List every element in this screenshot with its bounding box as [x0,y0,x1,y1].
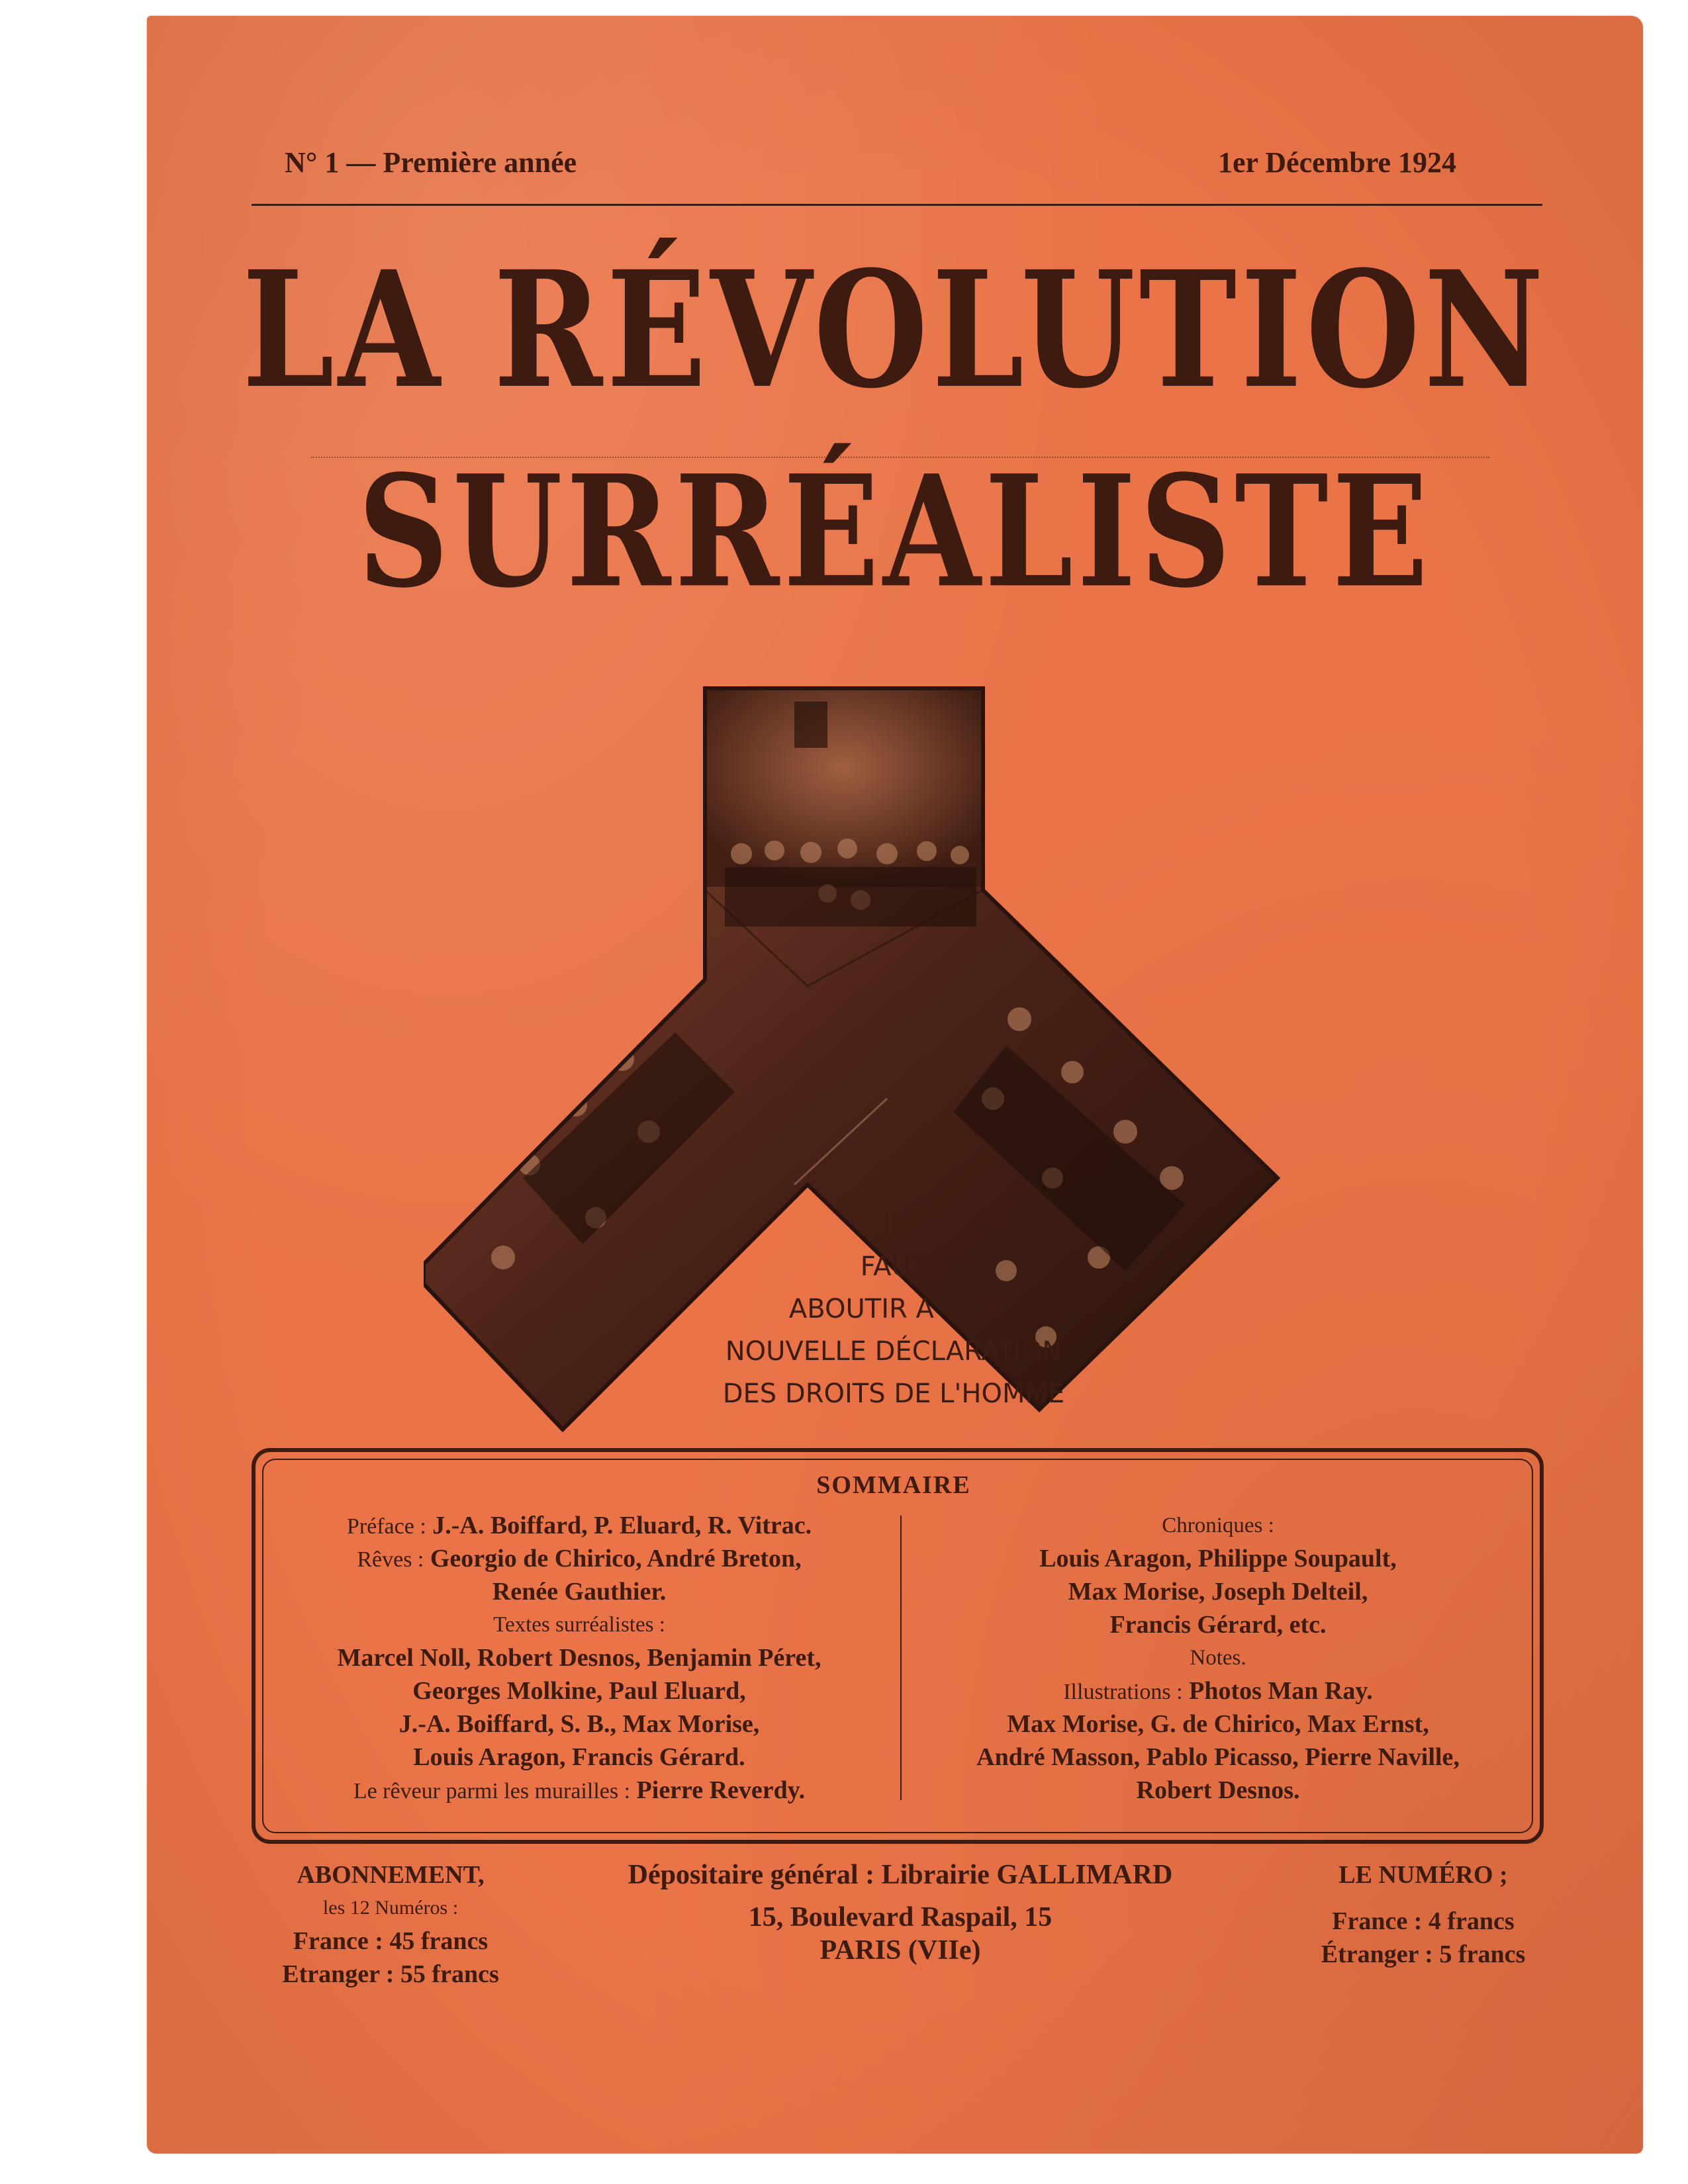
contents-right-column [907,1509,1529,1807]
slogan [662,1203,1125,1415]
issue-number: N° 1 — Première année [285,146,577,179]
slogan-line: FAUT [860,1251,927,1282]
contents-entry: Robert Desnos. [1136,1776,1300,1804]
subscription-heading: ABONNEMENT, [297,1861,485,1889]
contents-entry: Louis Aragon, Francis Gérard. [413,1743,745,1771]
slogan-line: ABOUTIR A UNE [788,1294,999,1324]
contents-entry: Renée Gauthier. [492,1578,667,1606]
title-line-2: SURRÉALISTE [357,441,1432,622]
distributor-line: Dépositaire général : Librairie GALLIMARD [628,1860,1173,1890]
title-line-1: LA RÉVOLUTION [242,236,1548,424]
contents-entry: Chroniques : [1162,1514,1274,1537]
single-issue-price [1278,1858,1569,1971]
contents-entry: Le rêveur parmi les murailles : Pierre Reverdy. [353,1776,806,1804]
contents-entry: Notes. [1190,1646,1246,1670]
contents-entry: Georges Molkine, Paul Eluard, [412,1677,746,1705]
contents-entry: Textes surréalistes : [493,1613,665,1637]
contents-entry: Marcel Noll, Robert Desnos, Benjamin Péret, [337,1644,821,1672]
issue-date: 1er Décembre 1924 [1218,146,1457,179]
contents-entry: Max Morise, Joseph Delteil, [1068,1578,1368,1606]
column-divider [900,1516,902,1800]
contents-entry: Préface : J.-A. Boiffard, P. Eluard, R. Vitrac. [346,1512,812,1539]
contents-left-column [265,1509,894,1807]
distributor-address: 15, Boulevard Raspail, 15 [748,1902,1053,1933]
contents-entry: Rêves : Georgio de Chirico, André Breton, [357,1545,802,1572]
distributor-city: PARIS (VIIe) [820,1935,981,1966]
subscription-info [238,1858,543,1991]
distributor-info [563,1858,1238,1967]
subscription-sub: les 12 Numéros : [322,1897,459,1919]
slogan-line: NOUVELLE DÉCLARATION [725,1336,1062,1367]
slogan-line: DES DROITS DE L'HOMME [722,1379,1065,1409]
header-rule [252,204,1542,206]
subscription-france: France : 45 francs [293,1927,489,1955]
subscription-abroad: Etranger : 55 francs [282,1960,499,1988]
slogan-line: IL [882,1209,906,1240]
single-issue-abroad: Étranger : 5 francs [1321,1940,1526,1968]
contents-entry: Francis Gérard, etc. [1109,1611,1327,1639]
contents-entry: Max Morise, G. de Chirico, Max Ernst, [1007,1710,1429,1738]
single-issue-heading: LE NUMÉRO ; [1338,1861,1508,1889]
contents-entry: André Masson, Pablo Picasso, Pierre Naville, [976,1743,1460,1771]
table-of-contents-title: SOMMAIRE [816,1471,971,1499]
contents-entry: Illustrations : Photos Man Ray. [1063,1677,1373,1705]
single-issue-france: France : 4 francs [1332,1907,1515,1935]
contents-entry: Louis Aragon, Philippe Soupault, [1039,1545,1397,1572]
contents-entry: J.-A. Boiffard, S. B., Max Morise, [399,1710,760,1738]
